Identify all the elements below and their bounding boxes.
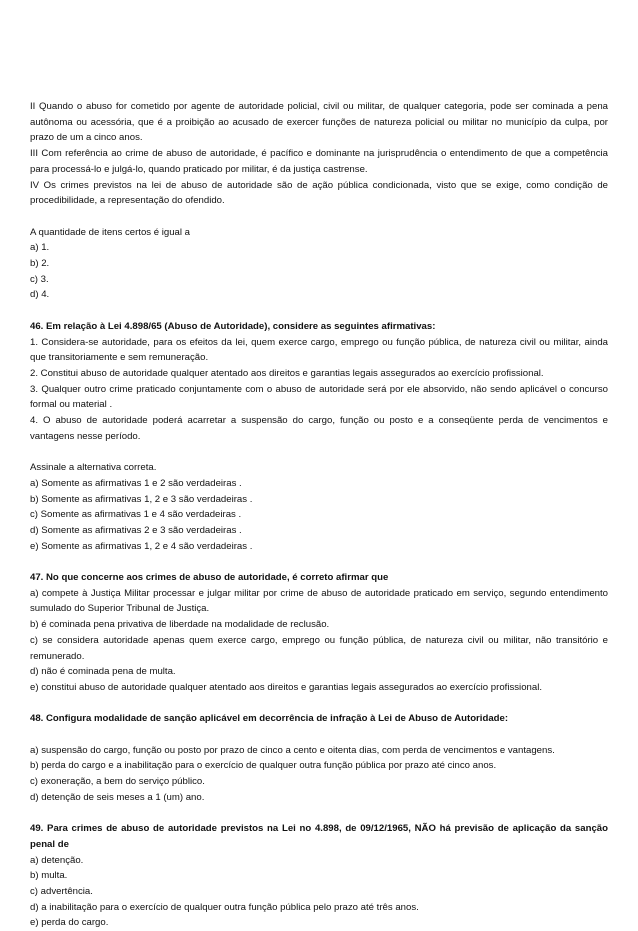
answer-option: a) detenção.	[30, 854, 84, 866]
question-prompt: Assinale a alternativa correta.	[30, 462, 157, 474]
answer-option: d) Somente as afirmativas 2 e 3 são verdadeiras .	[30, 524, 242, 536]
answer-option: a) suspensão do cargo, função ou posto por prazo de cinco a cento e oitenta dias, com perda de vencimentos e vantagens.	[30, 744, 555, 756]
question-49-title: 49. Para crimes de abuso de autoridade previstos na Lei no 4.898, de 09/12/1965, NÃO há previsão de aplicação da sanção penal de	[30, 823, 608, 850]
answer-option: c) 3.	[30, 273, 49, 285]
answer-option: a) 1.	[30, 242, 50, 254]
document-page	[30, 99, 608, 931]
answer-option: b) Somente as afirmativas 1, 2 e 3 são verdadeiras .	[30, 493, 253, 505]
statement-4: 4. O abuso de autoridade poderá acarretar a suspensão do cargo, função ou posto e a conseqüente perda de vencimentos e vantagens nesse período.	[30, 415, 608, 442]
answer-option: d) 4.	[30, 289, 50, 301]
answer-option: b) multa.	[30, 870, 68, 882]
answer-option: d) detenção de seis meses a 1 (um) ano.	[30, 791, 205, 803]
statement-2: 2. Constitui abuso de autoridade qualquer atentado aos direitos e garantias legais assegurados ao exercício profissional.	[30, 367, 544, 379]
answer-option: c) Somente as afirmativas 1 e 4 são verdadeiras .	[30, 509, 242, 521]
answer-option: e) perda do cargo.	[30, 917, 109, 929]
question-46-title: 46. Em relação à Lei 4.898/65 (Abuso de Autoridade), considere as seguintes afirmativas:	[30, 320, 436, 332]
answer-option: b) perda do cargo e a inabilitação para o exercício de qualquer outra função pública por prazo até cinco anos.	[30, 760, 497, 772]
answer-option: b) é cominada pena privativa de liberdade na modalidade de reclusão.	[30, 619, 330, 631]
statement-iii: III Com referência ao crime de abuso de autoridade, é pacífico e dominante na jurisprudência o entendimento de que a competência para processá-lo e julgá-lo, quando praticado por militar, é da justiça castrense.	[30, 148, 608, 175]
answer-option: c) advertência.	[30, 886, 93, 898]
answer-option: e) Somente as afirmativas 1, 2 e 4 são verdadeiras .	[30, 540, 253, 552]
answer-option: a) Somente as afirmativas 1 e 2 são verdadeiras .	[30, 477, 242, 489]
statement-3: 3. Qualquer outro crime praticado conjuntamente com o abuso de autoridade será por ele absorvido, não sendo aplicável o concurso formal ou material .	[30, 383, 608, 411]
question-47-title: 47. No que concerne aos crimes de abuso de autoridade, é correto afirmar que	[30, 572, 389, 584]
answer-option: c) se considera autoridade apenas quem exerce cargo, emprego ou função pública, de natureza civil ou militar, não transitório e remunerado.	[30, 634, 608, 662]
answer-option: b) 2.	[30, 258, 50, 270]
statement-ii: II Quando o abuso for cometido por agente de autoridade policial, civil ou militar, de qualquer categoria, pode ser cominada a pena autônoma ou acessória, que é a proibição ao acusado de exercer funções de natureza policial ou militar no município da culpa, por prazo de um a cinco anos.	[30, 101, 608, 144]
answer-option: d) não é cominada pena de multa.	[30, 666, 176, 678]
answer-option: d) a inabilitação para o exercício de qualquer outra função pública pelo prazo até três anos.	[30, 901, 419, 913]
question-48-title: 48. Configura modalidade de sanção aplicável em decorrência de infração à Lei de Abuso de Autoridade:	[30, 713, 509, 725]
statement-iv: IV Os crimes previstos na lei de abuso de autoridade são de ação pública condicionada, visto que se exige, como condição de procedibilidade, a representação do ofendido.	[30, 179, 608, 207]
answer-option: a) compete à Justiça Militar processar e julgar militar por crime de abuso de autoridade praticado em serviço, segundo entendimento sumulado do Superior Tribunal de Justiça.	[30, 587, 608, 615]
answer-option: e) constitui abuso de autoridade qualquer atentado aos direitos e garantias legais assegurados ao exercício profissional.	[30, 681, 542, 693]
question-prompt: A quantidade de itens certos é igual a	[30, 226, 191, 238]
answer-option: c) exoneração, a bem do serviço público.	[30, 776, 205, 788]
statement-1: 1. Considera-se autoridade, para os efeitos da lei, quem exerce cargo, emprego ou função pública, de natureza civil ou militar, ainda que transitoriamente e sem remuneração.	[30, 336, 608, 364]
